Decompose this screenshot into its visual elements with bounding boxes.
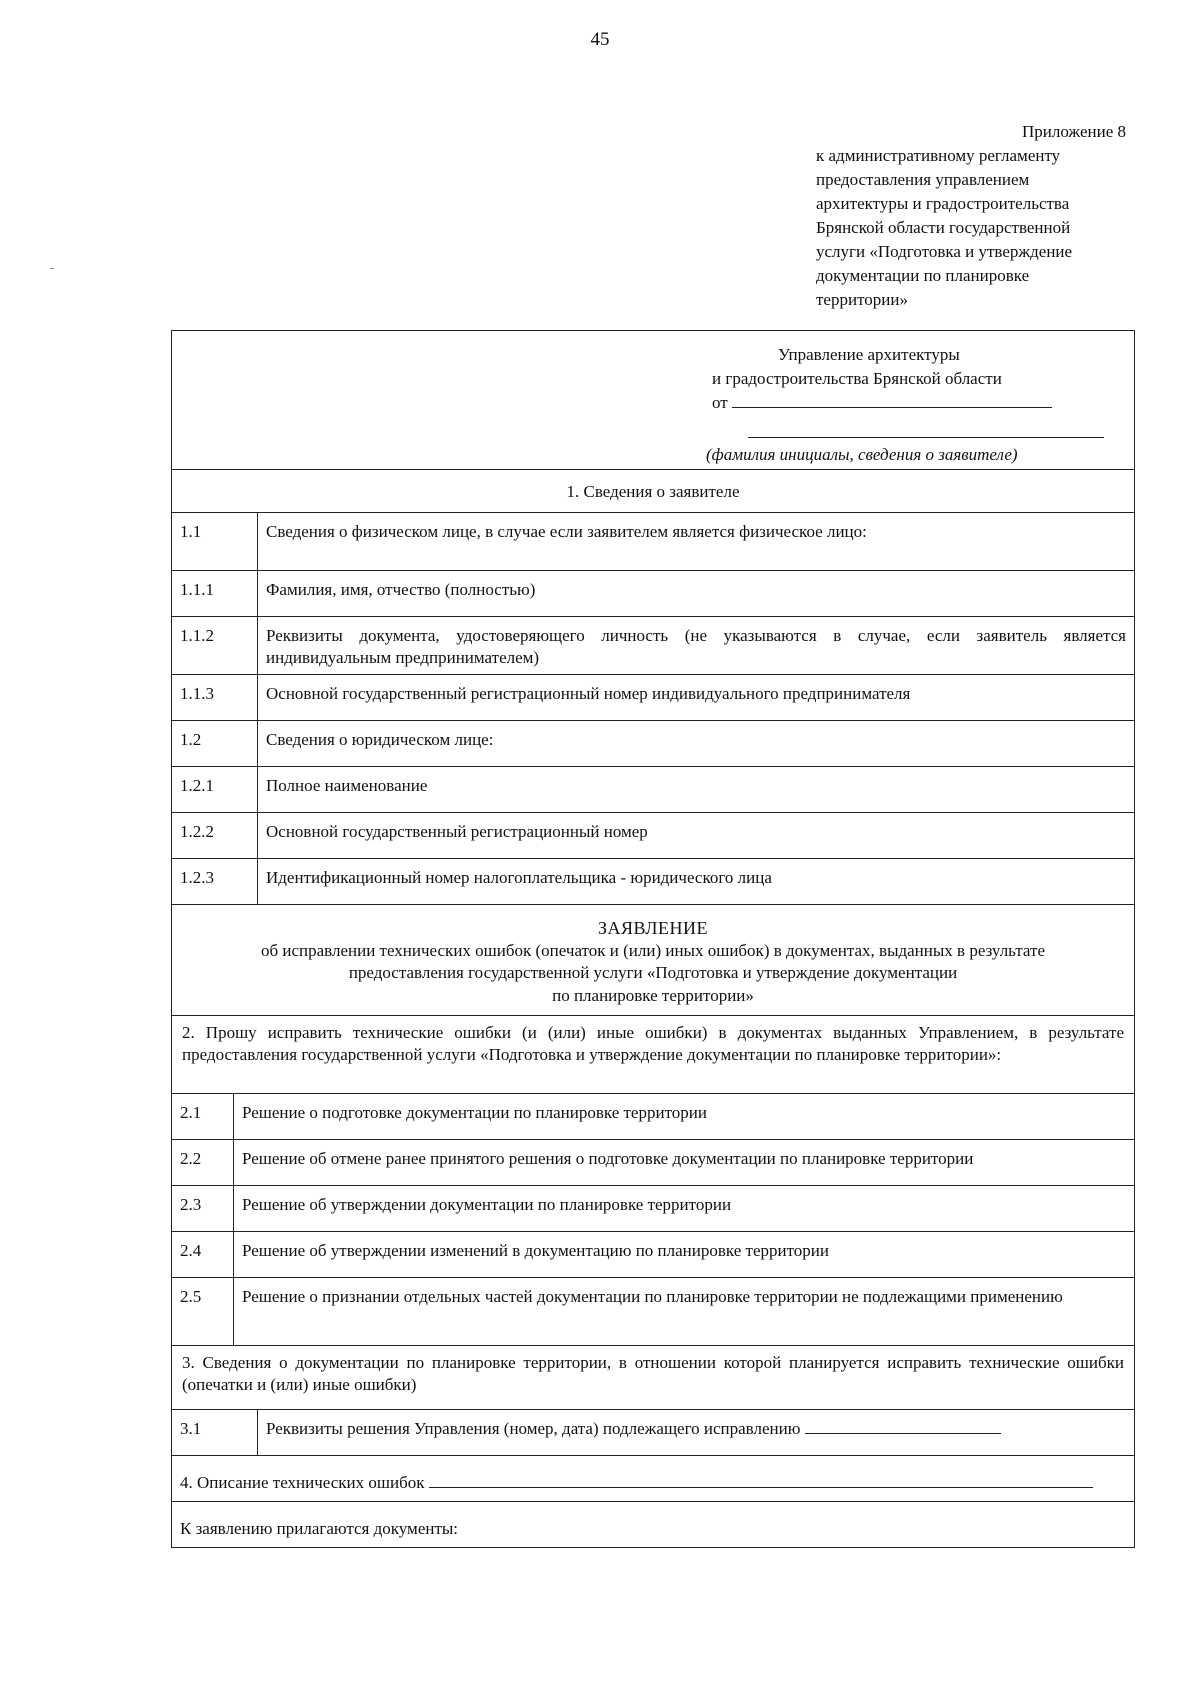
table-row [172, 1231, 1134, 1277]
addressee-line1: Управление архитектуры [778, 345, 960, 364]
addressee-from [712, 391, 1052, 415]
errors-description-row [172, 1455, 1134, 1501]
addressee-line2: и градостроительства Брянской области [712, 369, 1002, 388]
row-number: 1.2 [172, 721, 258, 766]
table-row [172, 1409, 1134, 1455]
table-row [172, 1093, 1134, 1139]
table-row [172, 1185, 1134, 1231]
table-row [172, 512, 1134, 570]
statement-title: ЗАЯВЛЕНИЕ [597, 918, 709, 938]
table-row [172, 858, 1134, 904]
row-number: 1.1.2 [172, 617, 258, 674]
row-number: 2.2 [172, 1140, 234, 1185]
addressee-block [172, 331, 1134, 469]
row-text [258, 1410, 1134, 1455]
row-text: Реквизиты документа, удостоверяющего личность (не указываются в случае, если заявитель является индивидуальным предпринимателем) [266, 626, 1126, 668]
table-row [172, 616, 1134, 674]
row-number: 1.2.1 [172, 767, 258, 812]
from-label: от [712, 393, 728, 412]
applicant-info-line[interactable] [748, 437, 1104, 438]
page-number: 45 [590, 29, 610, 50]
errors-description-label: 4. Описание технических ошибок [180, 1473, 425, 1492]
row-text: Решение об утверждении изменений в документацию по планировке территории [242, 1241, 829, 1260]
section3-info: 3. Сведения о документации по планировке территории, в отношении которой планируется исправить технические ошибки (опечатки и (или) иные ошибки) [172, 1345, 1134, 1409]
row-number: 2.4 [172, 1232, 234, 1277]
row-number: 1.2.2 [172, 813, 258, 858]
appendix-line: документации по планировке [816, 266, 1030, 285]
addressee [706, 343, 1052, 464]
row-number: 1.2.3 [172, 859, 258, 904]
row-number: 2.3 [172, 1186, 234, 1231]
row-number: 1.1.3 [172, 675, 258, 720]
row-text: Основной государственный регистрационный номер индивидуального предпринимателя [266, 684, 911, 703]
appendix-line: территории» [816, 290, 908, 309]
section1-title: 1. Сведения о заявителе [172, 469, 1134, 512]
decision-details-label: Реквизиты решения Управления (номер, дата) подлежащего исправлению [266, 1419, 801, 1438]
attachments-label: К заявлению прилагаются документы: [180, 1519, 459, 1538]
appendix-line: Брянской области государственной [816, 218, 1071, 237]
table-row [172, 1139, 1134, 1185]
row-number: 2.1 [172, 1094, 234, 1139]
appendix-line: архитектуры и градостроительства [816, 194, 1070, 213]
row-number: 1.1.1 [172, 571, 258, 616]
statement-line: по планировке территории» [552, 985, 754, 1005]
applicant-caption: (фамилия инициалы, сведения о заявителе) [706, 445, 1018, 464]
row-text: Сведения о физическом лице, в случае если заявителем является физическое лицо: [266, 522, 867, 541]
appendix-line: к административному регламенту [816, 146, 1061, 165]
row-text: Сведения о юридическом лице: [266, 730, 494, 749]
table-row [172, 812, 1134, 858]
attachments-row [172, 1501, 1134, 1547]
table-row [172, 766, 1134, 812]
row-number: 1.1 [172, 513, 258, 570]
errors-description-input-line[interactable] [429, 1473, 1093, 1488]
statement-block [172, 904, 1134, 1015]
row-text: Решение о признании отдельных частей документации по планировке территории не подлежащими применению [242, 1287, 1063, 1306]
appendix-line: предоставления управлением [816, 170, 1030, 189]
appendix-line: услуги «Подготовка и утверждение [816, 242, 1073, 261]
row-text: Решение об утверждении документации по планировке территории [242, 1195, 732, 1214]
statement-line: предоставления государственной услуги «Подготовка и утверждение документации [348, 963, 958, 983]
from-input-line[interactable] [732, 391, 1052, 408]
table-row [172, 674, 1134, 720]
row-number: 2.5 [172, 1278, 234, 1345]
statement-line: об исправлении технических ошибок (опечаток и (или) иных ошибок) в документах, выданных в результате [260, 941, 1045, 961]
table-row [172, 1277, 1134, 1345]
row-text: Решение о подготовке документации по планировке территории [242, 1103, 707, 1122]
margin-mark [50, 268, 54, 269]
table-row [172, 720, 1134, 766]
table-row [172, 570, 1134, 616]
decision-details-input-line[interactable] [805, 1419, 1001, 1434]
appendix-header [816, 120, 1126, 312]
section2-request: 2. Прошу исправить технические ошибки (и (или) иные ошибки) в документах выданных Управлением, в результате предоставления государственной услуги «Подготовка и утверждение документации по планировке территории»: [172, 1015, 1134, 1093]
row-text: Идентификационный номер налогоплательщика - юридического лица [266, 868, 772, 887]
row-text: Фамилия, имя, отчество (полностью) [266, 580, 536, 599]
row-text: Решение об отмене ранее принятого решения о подготовке документации по планировке территории [242, 1149, 974, 1168]
row-number: 3.1 [172, 1410, 258, 1455]
appendix-title: Приложение 8 [1022, 122, 1126, 141]
row-text: Основной государственный регистрационный номер [266, 822, 648, 841]
row-text: Полное наименование [266, 776, 428, 795]
application-form [171, 330, 1135, 1548]
